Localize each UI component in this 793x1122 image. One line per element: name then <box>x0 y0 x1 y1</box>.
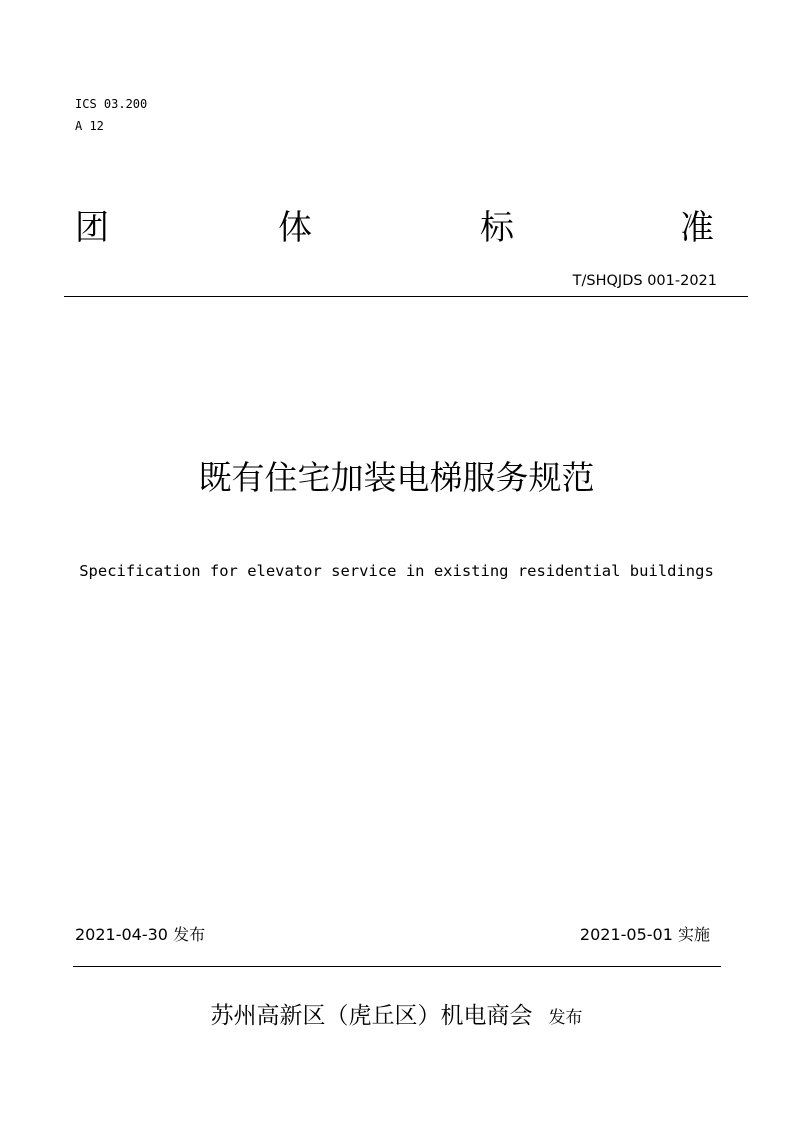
standard-number: T/SHQJDS 001-2021 <box>572 273 717 289</box>
issuer-suffix: 发布 <box>548 1008 583 1028</box>
standard-type-char-3: 标 <box>480 208 514 248</box>
bottom-divider <box>73 966 721 967</box>
issuer-line <box>0 1001 793 1033</box>
chinese-title: 既有住宅加装电梯服务规范 <box>198 458 595 497</box>
issuer-name: 苏州高新区（虎丘区）机电商会 <box>210 1003 533 1029</box>
implementation-date: 2021-05-01 实施 <box>579 925 710 944</box>
top-divider <box>64 296 748 297</box>
standard-type-char-4: 准 <box>680 208 714 248</box>
issue-date: 2021-04-30 发布 <box>75 925 206 944</box>
ccs-code: A 12 <box>75 119 104 133</box>
ics-code: ICS 03.200 <box>75 97 148 111</box>
standard-type-char-2: 体 <box>278 208 312 248</box>
standard-type-char-1: 团 <box>75 208 109 248</box>
english-title: Specification for elevator service in existing residential buildings <box>79 562 714 580</box>
